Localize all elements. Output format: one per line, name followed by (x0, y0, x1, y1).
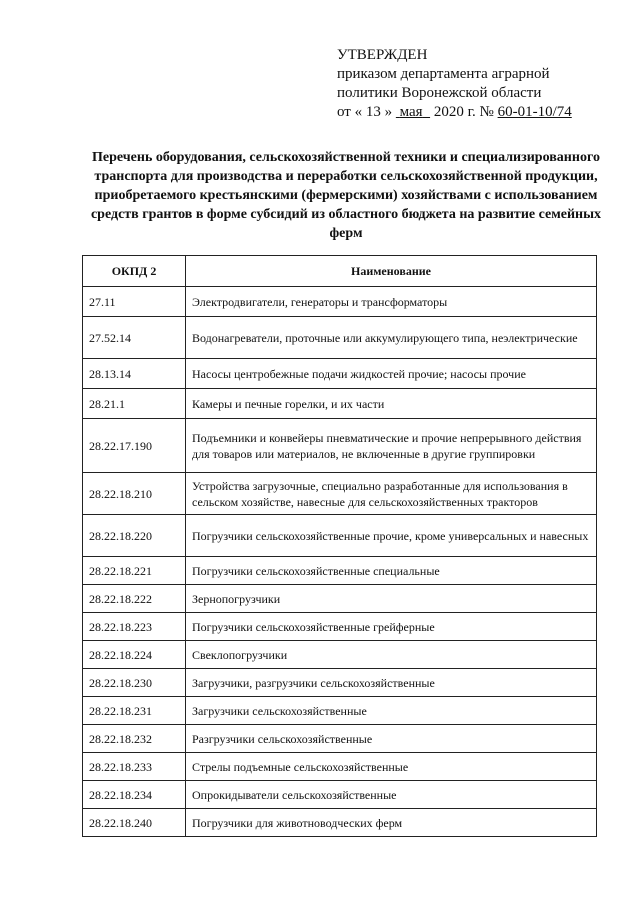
item-name: Подъемники и конвейеры пневматические и прочие непрерывного действия для товаров или материалов, не включенные в другие группировки (186, 419, 597, 473)
okpd-code: 28.21.1 (83, 389, 186, 419)
header-name: Наименование (186, 256, 597, 287)
table-row (83, 557, 597, 585)
equipment-table (82, 255, 597, 837)
approval-line: приказом департамента аграрной (337, 66, 550, 82)
item-name: Электродвигатели, генераторы и трансформаторы (186, 287, 597, 317)
document-number: 60-01-10/74 (497, 104, 572, 120)
item-name: Погрузчики сельскохозяйственные грейферные (186, 613, 597, 641)
table-row (83, 473, 597, 515)
approval-line: политики Воронежской области (337, 85, 542, 101)
okpd-code: 28.13.14 (83, 359, 186, 389)
item-name: Водонагреватели, проточные или аккумулирующего типа, неэлектрические (186, 317, 597, 359)
okpd-code: 28.22.18.210 (83, 473, 186, 515)
okpd-code: 28.22.18.221 (83, 557, 186, 585)
item-name: Погрузчики сельскохозяйственные прочие, кроме универсальных и навесных (186, 515, 597, 557)
table-row (83, 317, 597, 359)
table-header-row (83, 256, 597, 287)
table-row (83, 725, 597, 753)
item-name: Опрокидыватели сельскохозяйственные (186, 781, 597, 809)
okpd-code: 28.22.18.224 (83, 641, 186, 669)
item-name: Загрузчики сельскохозяйственные (186, 697, 597, 725)
approval-date-line (337, 103, 572, 122)
okpd-code: 28.22.18.234 (83, 781, 186, 809)
table-row (83, 781, 597, 809)
item-name: Стрелы подъемные сельскохозяйственные (186, 753, 597, 781)
document-title: Перечень оборудования, сельскохозяйственной техники и специализированного транспорта для производства и переработки сельскохозяйственной продукции, приобретаемого крестьянскими (фермерскими) хозяйствами с использованием средств грантов в форме субсидий из областного бюджета на развитие семейных ферм (90, 150, 602, 241)
table-row (83, 697, 597, 725)
okpd-code: 28.22.17.190 (83, 419, 186, 473)
item-name: Загрузчики, разгрузчики сельскохозяйственные (186, 669, 597, 697)
table-row (83, 389, 597, 419)
item-name: Погрузчики для животноводческих ферм (186, 809, 597, 837)
date-year: 2020 г. № (433, 104, 494, 120)
item-name: Погрузчики сельскохозяйственные специальные (186, 557, 597, 585)
approval-heading: УТВЕРЖДЕН (337, 47, 428, 63)
table-row (83, 669, 597, 697)
okpd-code: 28.22.18.233 (83, 753, 186, 781)
okpd-code: 28.22.18.230 (83, 669, 186, 697)
okpd-code: 28.22.18.223 (83, 613, 186, 641)
table-row (83, 287, 597, 317)
table-row (83, 359, 597, 389)
item-name: Камеры и печные горелки, и их части (186, 389, 597, 419)
table-row (83, 753, 597, 781)
okpd-code: 28.22.18.222 (83, 585, 186, 613)
item-name: Разгрузчики сельскохозяйственные (186, 725, 597, 753)
approval-block (337, 46, 572, 122)
table-row (83, 515, 597, 557)
item-name: Устройства загрузочные, специально разработанные для использования в сельском хозяйстве, навесные для сельскохозяйственных тракторов (186, 473, 597, 515)
date-prefix: от « 13 » (337, 104, 393, 120)
okpd-code: 28.22.18.220 (83, 515, 186, 557)
item-name: Насосы центробежные подачи жидкостей прочие; насосы прочие (186, 359, 597, 389)
okpd-code: 27.52.14 (83, 317, 186, 359)
table-row (83, 585, 597, 613)
table-row (83, 613, 597, 641)
okpd-code: 28.22.18.231 (83, 697, 186, 725)
item-name: Свеклопогрузчики (186, 641, 597, 669)
header-code: ОКПД 2 (83, 256, 186, 287)
okpd-code: 28.22.18.232 (83, 725, 186, 753)
table-row (83, 809, 597, 837)
table-row (83, 419, 597, 473)
table-row (83, 641, 597, 669)
item-name: Зернопогрузчики (186, 585, 597, 613)
okpd-code: 27.11 (83, 287, 186, 317)
date-month: мая (399, 104, 423, 120)
okpd-code: 28.22.18.240 (83, 809, 186, 837)
